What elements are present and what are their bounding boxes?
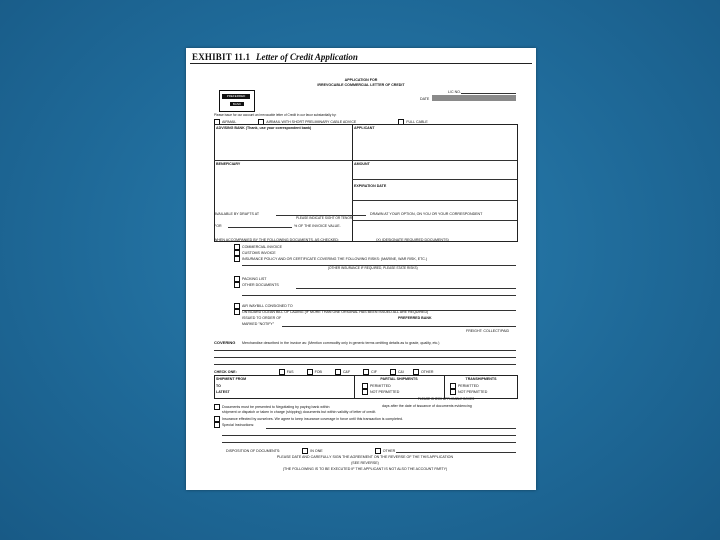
document-page [186, 48, 536, 490]
clause-documents-text-b: days after the date of issuance of documents evidencing [382, 404, 472, 408]
footer-account-party: (THE FOLLOWING IS TO BE EXECUTED IF THE APPLICANT IS NOT ALSO THE ACCOUNT PARTY) [282, 467, 448, 471]
other-documents-checkbox[interactable] [234, 282, 240, 288]
issue-instruction: Please issue for our account an irrevocable letter of Credit in our favor substantially by: [214, 113, 337, 117]
grid-divider-h3 [352, 200, 517, 201]
full-cable-label: FULL CABLE [406, 119, 428, 124]
grid-divider-h2 [352, 179, 517, 180]
grid-divider-h1 [214, 160, 517, 161]
special-instructions-label: Special Instructions: [222, 422, 255, 427]
customs-invoice-label: CUSTOMS INVOICE [242, 250, 276, 255]
check-one-label: CHECK ONE: [214, 369, 237, 374]
grid-divider-v [352, 124, 353, 241]
commercial-invoice-label: COMMERCIAL INVOICE [242, 244, 283, 249]
partial-not-permitted-label: NOT PERMITTED [370, 389, 400, 394]
trans-not-permitted-checkbox[interactable] [450, 389, 456, 395]
trans-permitted-label: PERMITTED [458, 383, 479, 388]
form-title-2: IRREVOCABLE COMMERCIAL LETTER OF CREDIT [317, 83, 405, 87]
header-rule [190, 63, 532, 64]
beneficiary-label: BENEFICIARY [216, 162, 241, 166]
applicant-label: APPLICANT [354, 126, 375, 130]
term-cif-label: CIF [371, 369, 377, 374]
airmail-cable-label: AIRMAIL WITH SHORT PRELIMINARY CABLE ADVICE [266, 119, 357, 124]
on-board-label: ON BOARD OCEAN BILL OF LADING (IF MORE THAN ONE ORIGINAL HAS BEEN ISSUED ALL ARE REQUIRED) [242, 309, 429, 314]
date-field[interactable] [432, 95, 516, 101]
grid-divider-h4 [352, 220, 517, 221]
clause-documents-text-c: shipment or dispatch or taken in charge (shipping) documents but within validity of letter of credit. [222, 410, 377, 414]
other-insurance-note: (OTHER INSURANCE IF REQUIRED, PLEASE STATE RISKS) [328, 266, 418, 270]
trans-not-permitted [450, 389, 487, 395]
transhipments-label: TRANSHIPMENTS [465, 377, 497, 381]
covering-text: Merchandise described in the invoice as: (Mention commodity only in generic terms omitting details as to grade, quality, etc.) [242, 341, 440, 345]
accompanied-note: (X) (DESIGNATE REQUIRED DOCUMENTS) [376, 238, 449, 242]
clause-documents-text-a: Documents must be presented to Negotiating by paying bank within [222, 404, 330, 409]
lc-no-label: L/C NO. [448, 90, 461, 94]
doc-other [234, 282, 279, 288]
airmail-label: AIRMAIL [222, 119, 237, 124]
logo-text-bottom: BANK [230, 102, 244, 106]
special-line-2[interactable] [222, 435, 516, 436]
exhibit-title: Letter of Credit Application [256, 52, 358, 62]
special-line-3[interactable] [222, 442, 516, 443]
insurance-label: INSURANCE POLICY AND OR CERTIFICATE COVERING THE FOLLOWING RISKS: (MARINE, WAR RISK, ETC.) [242, 256, 428, 261]
disposition-line[interactable] [396, 452, 516, 453]
on-board-checkbox[interactable] [234, 309, 240, 315]
other-documents-label: OTHER DOCUMENTS [242, 282, 279, 287]
expiration-label: EXPIRATION DATE [354, 184, 387, 188]
for-field[interactable] [228, 227, 292, 228]
disposition-other-checkbox[interactable] [375, 448, 381, 454]
issued-to-label: ISSUED TO ORDER OF [242, 316, 282, 320]
footer-see-reverse: (SEE REVERSE) [351, 461, 379, 465]
logo-text-top: PREFERRED [222, 94, 250, 99]
packing-list-label: PACKING LIST [242, 276, 267, 281]
advising-bank-label: ADVISING BANK (Thank, use your correspondent bank) [216, 126, 312, 130]
form-title-1: APPLICATION FOR [344, 78, 378, 82]
drafts-on: DRAWN AT YOUR OPTION, ON YOU OR YOUR CORRESPONDENT [370, 212, 483, 216]
please-check-note: PLEASE CHECK APPLICABLE BOXES [417, 397, 475, 401]
insurance-checkbox[interactable] [234, 256, 240, 262]
term-fob-label: FOB [314, 369, 322, 374]
term-fas-label: FAS [286, 369, 294, 374]
doc-insurance [234, 256, 427, 262]
exhibit-number: EXHIBIT 11.1 [192, 52, 251, 62]
clause-documents-checkbox[interactable] [214, 404, 220, 410]
disposition-row [226, 448, 395, 454]
disposition-in-one-checkbox[interactable] [302, 448, 308, 454]
lc-no-field[interactable] [461, 93, 516, 94]
other-docs-line-1[interactable] [296, 288, 516, 289]
covering-line-1[interactable] [214, 350, 516, 351]
special-instructions-checkbox[interactable] [214, 422, 220, 428]
footer-sign-instruction: PLEASE DATE AND CAREFULLY SIGN THE AGREEMENT ON THE REVERSE OF THE THIS APPLICATION [276, 455, 454, 459]
preferred-bank-value: PREFERRED BANK [398, 316, 432, 320]
term-ci-label: C&I [397, 369, 404, 374]
covering-label: COVERING [214, 340, 236, 345]
bank-logo [219, 90, 255, 112]
other-docs-line-2[interactable] [242, 295, 516, 296]
partial-not-permitted [362, 389, 399, 395]
partial-not-permitted-checkbox[interactable] [362, 389, 368, 395]
term-other-label: OTHER [420, 369, 434, 374]
covering-line-2[interactable] [214, 357, 516, 358]
partial-permitted-label: PERMITTED [370, 383, 391, 388]
clause-insurance-text: Insurance effected by ourselves. We agree to keep insurance coverage in force until this transaction is completed. [222, 416, 404, 421]
shipment-divider-2 [444, 375, 445, 398]
parties-grid [214, 124, 518, 242]
for-label: FOR [214, 224, 222, 228]
clause-special [214, 422, 254, 428]
notify-line[interactable] [282, 326, 516, 327]
shipment-divider-1 [354, 375, 355, 398]
disposition-in-one-label: IN ONE [310, 448, 323, 453]
term-cf-label: C&F [342, 369, 351, 374]
disposition-label: DISPOSITION OF DOCUMENTS: [226, 448, 281, 453]
trans-not-permitted-label: NOT PERMITTED [458, 389, 488, 394]
freight-label: FREIGHT: COLLECT/PAID [466, 329, 510, 333]
shipment-latest-label: LATEST [216, 390, 230, 394]
marked-notify-label: MARKED "NOTIFY" [242, 322, 275, 326]
air-waybill-label: AIR WAYBILL CONSIGNED TO [242, 303, 293, 308]
drafts-label: AVAILABLE BY DRAFTS AT [214, 212, 260, 216]
amount-label: AMOUNT [354, 162, 370, 166]
accompanied-label: WHEN ACCOMPANIED BY THE FOLLOWING DOCUMENTS, AS CHECKED: [214, 238, 339, 242]
covering-line-3[interactable] [214, 364, 516, 365]
shipment-to-label: TO [216, 384, 221, 388]
shipment-from-label: SHIPMENT FROM [216, 377, 247, 381]
doc-on-board [234, 309, 428, 315]
drafts-sub: PLEASE INDICATE SIGHT OR TENOR [296, 216, 353, 220]
disposition-other-label: OTHER [382, 448, 396, 453]
special-line-1[interactable] [266, 428, 516, 429]
partial-shipments-label: PARTIAL SHIPMENTS [380, 377, 418, 381]
date-label: DATE [420, 97, 430, 101]
invoice-pct: % OF THE INVOICE VALUE. [294, 224, 341, 228]
